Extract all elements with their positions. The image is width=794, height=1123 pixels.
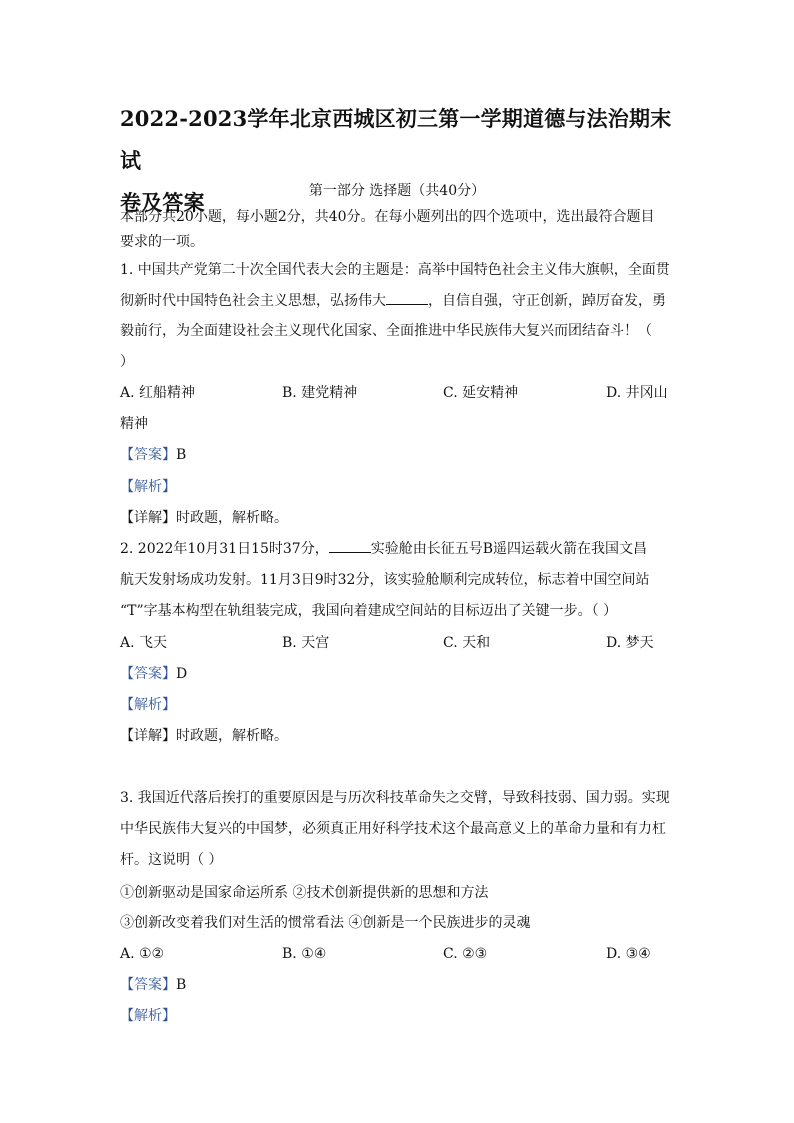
q2-detail [120, 721, 676, 752]
q1-option-b: B. 建党精神 [282, 385, 358, 401]
q2-blank [329, 538, 371, 553]
answer-tag: 【答案】 [120, 447, 176, 463]
q2-line-1 [120, 534, 676, 565]
q1-line-2a: 彻新时代中国特色社会主义思想，弘扬伟大 [120, 293, 386, 309]
q3-answer [120, 970, 676, 1001]
q3-option-b: B. ①④ [282, 946, 327, 962]
detail-tag: 【详解】 [120, 728, 176, 744]
q3-line-1: 3. 我国近代落后挨打的重要原因是与历次科技革命失之交臂，导致科技弱、国力弱。实现 [120, 790, 670, 806]
q2-option-b: B. 天宫 [282, 635, 330, 651]
title-line-2: 卷及答案 [120, 190, 205, 215]
q3-analysis [120, 1001, 676, 1032]
title-line-1: 2022-2023学年北京西城区初三第一学期道德与法治期末试 [120, 106, 672, 173]
analysis-tag: 【解析】 [120, 479, 176, 495]
q2-analysis [120, 690, 676, 721]
q1-line-4: ） [120, 354, 134, 370]
answer-tag: 【答案】 [120, 666, 176, 682]
q2-detail-text: 时政题，解析略。 [176, 728, 288, 744]
q3-line-2: 中华民族伟大复兴的中国梦，必须真正用好科学技术这个最高意义上的革命力量和有力杠 [120, 821, 666, 837]
q2-answer-value: D [176, 666, 188, 682]
q1-option-wrap: 精神 [120, 416, 148, 432]
analysis-tag: 【解析】 [120, 1008, 176, 1024]
q2-options [120, 628, 676, 659]
q3-answer-value: B [176, 977, 187, 993]
q1-detail-text: 时政题，解析略。 [176, 510, 288, 526]
q1-option-c: C. 延安精神 [443, 385, 519, 401]
q1-answer-value: B [176, 447, 187, 463]
q2-option-a: A. 飞天 [120, 635, 168, 651]
q1-detail [120, 503, 676, 534]
intro-line-1: 本部分共20小题，每小题2分，共40分。在每小题列出的四个选项中，选出最符合题目 [120, 209, 655, 225]
q3-line-3: 杆。这说明（ ） [120, 852, 223, 868]
q3-option-d: D. ③④ [606, 946, 651, 962]
detail-tag: 【详解】 [120, 510, 176, 526]
q2-option-d: D. 梦天 [606, 635, 654, 651]
q3-option-c: C. ②③ [443, 946, 488, 962]
q2-answer [120, 659, 676, 690]
q2-option-c: C. 天和 [443, 635, 491, 651]
section-heading: 第一部分 选择题（共40分） [308, 183, 486, 199]
q2-line-1b: 实验舱由长征五号B遥四运载火箭在我国文昌 [370, 541, 647, 557]
intro-line-2: 要求的一项。 [120, 234, 204, 250]
q1-answer [120, 440, 676, 471]
q2-line-2: 航天发射场成功发射。11月3日9时32分，该实验舱顺利完成转位，标志着中国空间站 [120, 572, 650, 588]
q1-line-2 [120, 286, 676, 317]
q1-options [120, 378, 676, 409]
q1-analysis [120, 472, 676, 503]
analysis-tag: 【解析】 [120, 697, 176, 713]
q1-line-3: 毅前行，为全面建设社会主义现代化国家、全面推进中华民族伟大复兴而团结奋斗！（ [120, 323, 652, 339]
q3-options [120, 939, 676, 970]
q1-option-d: D. 井冈山 [606, 385, 668, 401]
q1-line-2b: ，自信自强，守正创新，踔厉奋发，勇 [428, 293, 666, 309]
q2-line-1a: 2. 2022年10月31日15时37分， [120, 541, 329, 557]
q1-option-a: A. 红船精神 [120, 385, 196, 401]
q3-statement-1: ①创新驱动是国家命运所系 ②技术创新提供新的思想和方法 [120, 885, 489, 901]
q2-line-3: “T”字基本构型在轨组装完成，我国向着建成空间站的目标迈出了关键一步。（ ） [120, 603, 618, 619]
q3-option-a: A. ①② [120, 946, 165, 962]
q1-blank [386, 290, 428, 305]
q3-statement-2: ③创新改变着我们对生活的惯常看法 ④创新是一个民族进步的灵魂 [120, 915, 531, 931]
q1-line-1: 1. 中国共产党第二十次全国代表大会的主题是：高举中国特色社会主义伟大旗帜，全面贯 [120, 262, 670, 278]
answer-tag: 【答案】 [120, 977, 176, 993]
